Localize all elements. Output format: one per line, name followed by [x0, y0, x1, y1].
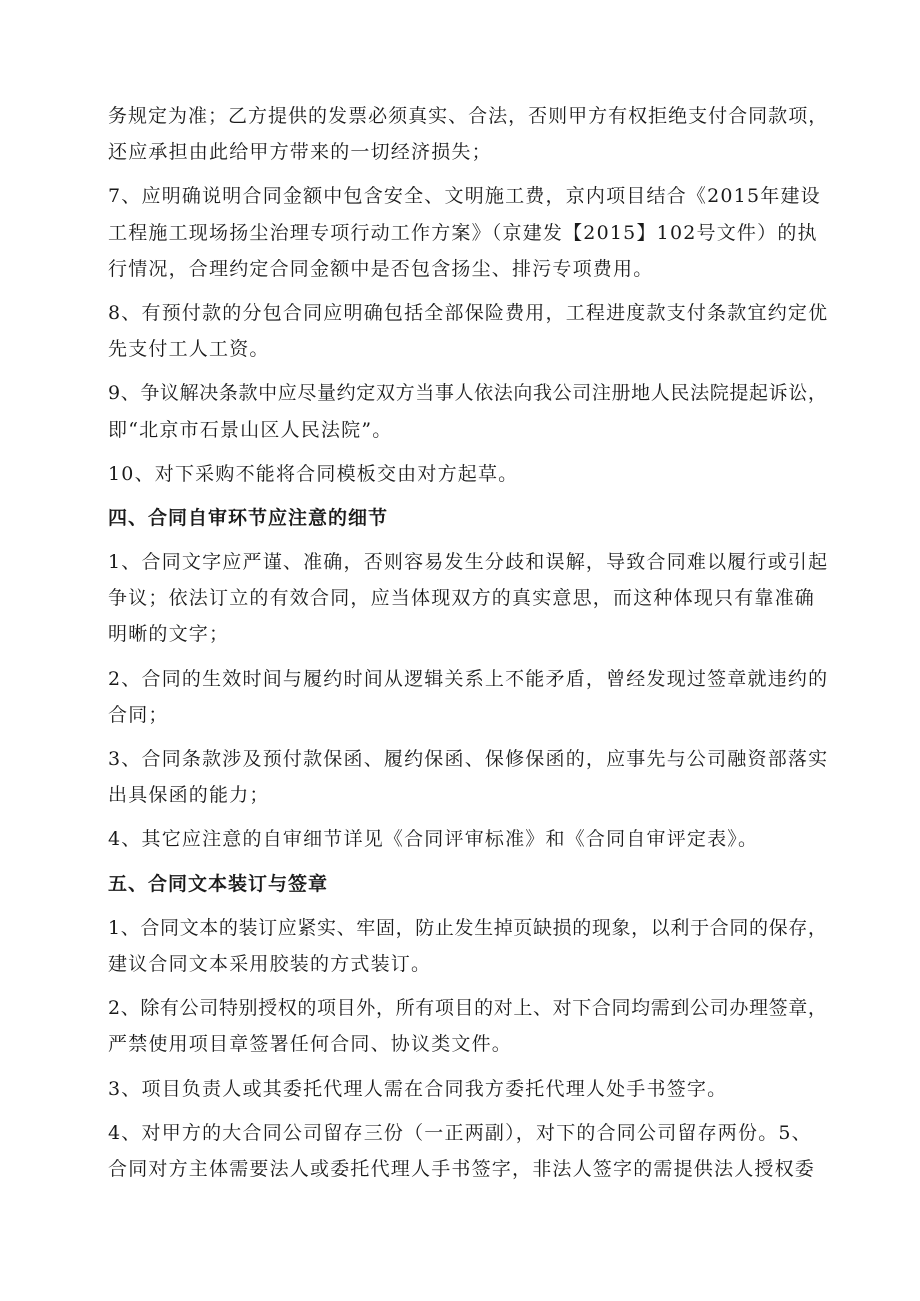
text-line: 还应承担由此给甲方带来的一切经济损失； [108, 141, 492, 164]
text-line: 2、合同的生效时间与履约时间从逻辑关系上不能矛盾，曾经发现过签章就违约的 [108, 667, 829, 690]
text-line: 1、合同文本的装订应紧实、牢固，防止发生掉页缺损的现象，以利于合同的保存， [108, 916, 828, 939]
text-line: 8、有预付款的分包合同应明确包括全部保险费用，工程进度款支付条款宜约定优 [108, 301, 829, 324]
text-line: 1、合同文字应严谨、准确，否则容易发生分歧和误解，导致合同难以履行或引起 [108, 551, 829, 574]
text-line: 先支付工人工资。 [108, 338, 270, 361]
paragraph-gap [108, 1063, 828, 1071]
text-line: 2、除有公司特别授权的项目外，所有项目的对上、对下合同均需到公司办理签章， [108, 997, 828, 1020]
paragraph-gap [108, 858, 828, 866]
paragraph-gap [108, 653, 828, 661]
text-line: 4、其它应注意的自审细节详见《合同评审标准》和《合同自审评定表》。 [108, 828, 759, 851]
paragraph-gap [108, 902, 828, 910]
paragraph [108, 990, 828, 1062]
paragraph-gap [108, 367, 828, 375]
paragraph [108, 98, 828, 170]
paragraph-gap [108, 448, 828, 456]
paragraph-gap [108, 813, 828, 821]
paragraph [108, 456, 828, 492]
paragraph [108, 741, 828, 813]
paragraph-gap [108, 733, 828, 741]
paragraph-gap [108, 170, 828, 178]
text-line: 7、应明确说明合同金额中包含安全、文明施工费，京内项目结合《2015年建设 [108, 185, 821, 208]
text-line: 行情况，合理约定合同金额中是否包含扬尘、排污专项费用。 [108, 257, 654, 280]
paragraph [108, 661, 828, 733]
paragraph [108, 1071, 828, 1107]
text-line: 9、争议解决条款中应尽量约定双方当事人依法向我公司注册地人民法院提起诉讼， [108, 382, 828, 405]
text-line: 3、项目负责人或其委托代理人需在合同我方委托代理人处手书签字。 [108, 1077, 728, 1100]
paragraph [108, 821, 828, 857]
paragraph [108, 178, 828, 287]
paragraph [108, 544, 828, 653]
paragraph-gap [108, 536, 828, 544]
text-line: 工程施工现场扬尘治理专项行动工作方案》（京建发【2015】102号文件）的执 [108, 221, 818, 244]
text-line: 合同对方主体需要法人或委托代理人手书签字，非法人签字的需提供法人授权委 [108, 1157, 816, 1180]
text-line: 10、对下采购不能将合同模板交由对方起草。 [108, 462, 519, 485]
document-body [108, 98, 828, 1187]
paragraph [108, 910, 828, 982]
section-heading [108, 866, 828, 902]
section-heading [108, 500, 828, 536]
text-line: 合同； [108, 703, 169, 726]
paragraph [108, 1115, 828, 1187]
text-line: 明晰的文字； [108, 623, 230, 646]
text-line: 严禁使用项目章签署任何合同、协议类文件。 [108, 1033, 513, 1056]
text-line: 务规定为准；乙方提供的发票必须真实、合法，否则甲方有权拒绝支付合同款项， [108, 105, 829, 127]
text-line: 争议；依法订立的有效合同，应当体现双方的真实意思，而这种体现只有靠准确 [108, 587, 816, 610]
paragraph-gap [108, 492, 828, 500]
text-line: 出具保函的能力； [108, 784, 270, 807]
paragraph-gap [108, 982, 828, 990]
text-line: 五、合同文本装订与签章 [108, 872, 329, 895]
text-line: 3、合同条款涉及预付款保函、履约保函、保修保函的，应事先与公司融资部落实 [108, 748, 829, 770]
paragraph-gap [108, 287, 828, 295]
text-line: 四、合同自审环节应注意的细节 [108, 506, 389, 529]
text-line: 即“北京市石景山区人民法院”。 [108, 418, 393, 441]
text-line: 建议合同文本采用胶装的方式装订。 [108, 952, 432, 975]
paragraph-gap [108, 1107, 828, 1115]
text-line: 4、对甲方的大合同公司留存三份（一正两副），对下的合同公司留存两份。5、 [108, 1121, 812, 1144]
paragraph [108, 375, 828, 447]
paragraph [108, 295, 828, 367]
